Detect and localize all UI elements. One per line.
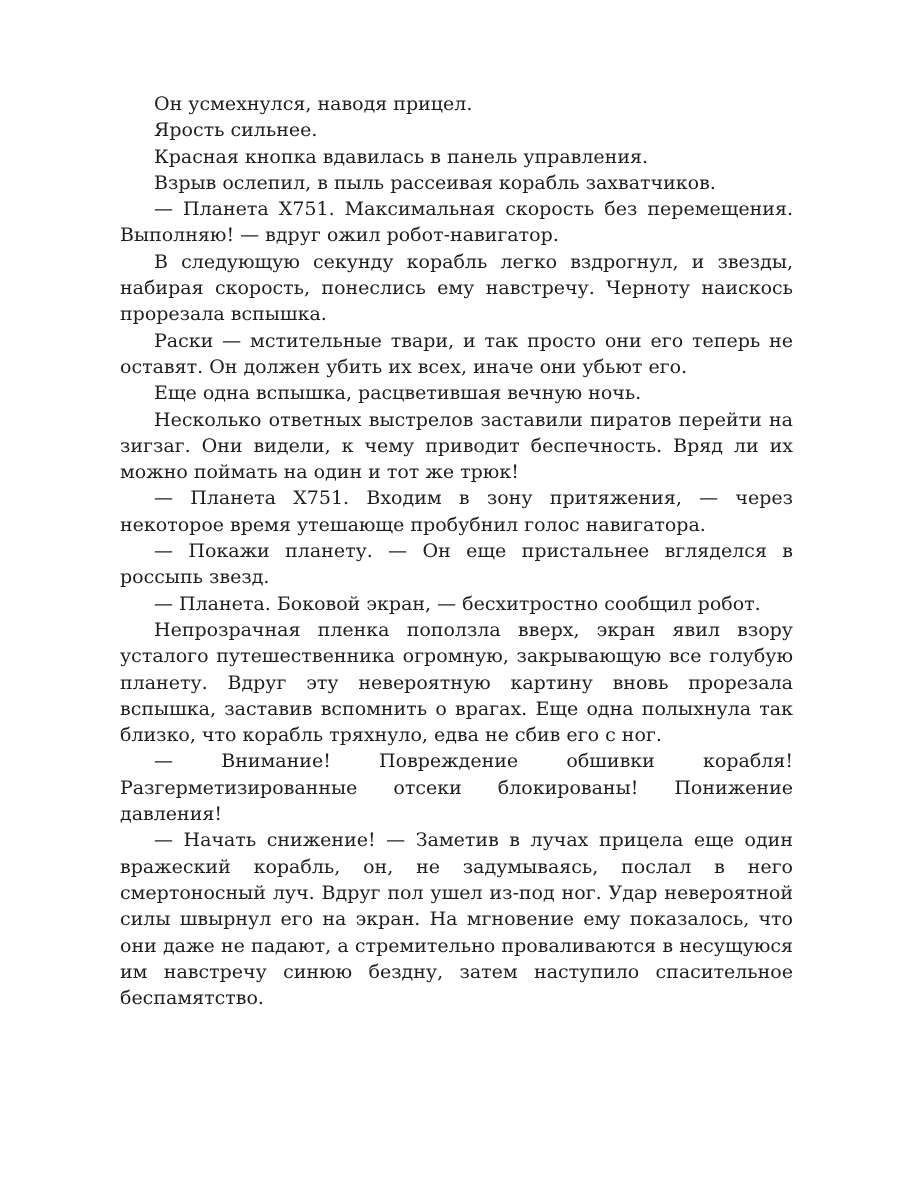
paragraph: — Покажи планету. — Он еще пристальнее вгляделся в россыпь звезд. [120, 540, 793, 589]
paragraph: — Планета Х751. Входим в зону притяжения, — через некоторое время утешающе пробубнил голос навигатора. [120, 487, 793, 536]
paragraph: В следующую секунду корабль легко вздрогнул, и звезды, набирая скорость, понеслись ему навстречу. Черноту наискось прорезала вспышка. [120, 250, 793, 326]
paragraph: — Планета Х751. Максимальная скорость без перемещения. Выполняю! — вдруг ожил робот-навигатор. [120, 198, 793, 247]
paragraph: — Планета. Боковой экран, — бесхитростно сообщил робот. [154, 592, 761, 615]
paragraph: Он усмехнулся, наводя прицел. [154, 93, 473, 115]
paragraph: Взрыв ослепил, в пыль рассеивая корабль захватчиков. [154, 171, 716, 194]
paragraph: Раски — мстительные твари, и так просто они его теперь не оставят. Он должен убить их всех, иначе они убьют его. [120, 329, 793, 378]
paragraph: Красная кнопка вдавилась в панель управления. [154, 145, 649, 168]
paragraph: Еще одна вспышка, расцветившая вечную ночь. [154, 382, 642, 405]
paragraph: — Начать снижение! — Заметив в лучах прицела еще один вражеский корабль, он, не задумываясь, послал в него смертоносный луч. Вдруг пол ушел из-под ног. Удар невероятной силы швырнул его на экран. На мгновение ему показалось, что они даже не падают, а стремительно проваливаются в несущуюся им навстречу синюю бездну, затем наступило спасительное беспамятство. [120, 829, 793, 1010]
paragraph: Ярость сильнее. [154, 119, 318, 142]
paragraph: Непрозрачная пленка поползла вверх, экран явил взору усталого путешественника огромную, закрывающую все голубую планету. Вдруг эту невероятную картину вновь прорезала вспышка, заставив вспомнить о врагах. Еще одна полыхнула так близко, что корабль тряхнуло, едва не сбив его с ног. [120, 618, 793, 747]
paragraph: — Внимание! Повреждение обшивки корабля! Разгерметизированные отсеки блокированы! Понижение давления! [120, 750, 793, 826]
paragraph: Несколько ответных выстрелов заставили пиратов перейти на зигзаг. Они видели, к чему приводит беспечность. Вряд ли их можно поймать на один и тот же трюк! [120, 408, 793, 484]
body-text [120, 91, 793, 1011]
